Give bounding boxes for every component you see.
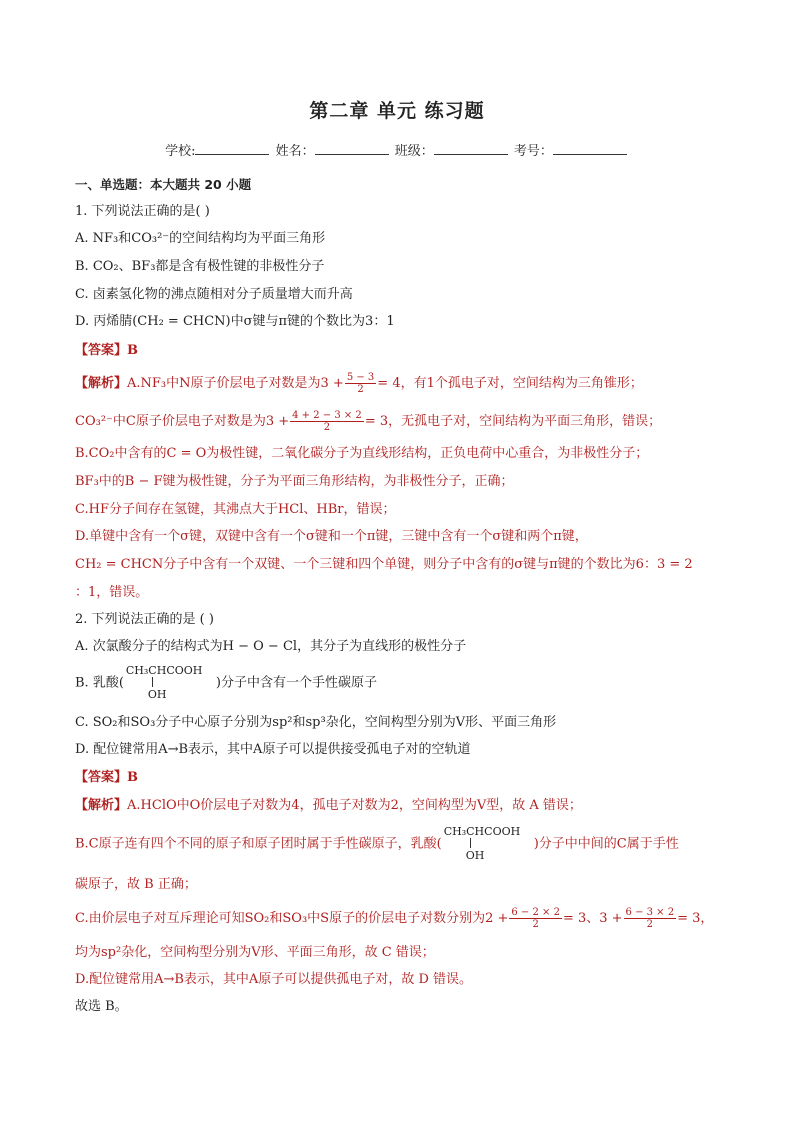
q2-option-b <box>75 664 377 702</box>
fraction-denominator: 2 <box>323 422 331 433</box>
q2-option-b-suffix: )分子中含有一个手性碳原子 <box>215 675 377 691</box>
q1-analysis-label: 【解析】 <box>75 376 128 391</box>
q1-analysis-line-1 <box>75 372 643 395</box>
q1-analysis-line-6: D.单键中含有一个σ键，双键中含有一个σ键和一个π键，三键中含有一个σ键和两个π键， <box>75 529 588 544</box>
structure-bond-line <box>152 677 153 687</box>
q2-answer: 【答案】B <box>75 770 138 785</box>
lactic-acid-structure <box>124 664 216 702</box>
fraction-numerator: 6 − 3 × 2 <box>625 907 675 918</box>
q1-option-b: B. CO₂、BF₃都是含有极性键的非极性分子 <box>75 259 325 274</box>
q1-exp2-part-b: = 3，无孤电子对，空间结构为平面三角形，错误； <box>364 414 662 429</box>
school-label: 学校: <box>165 144 196 159</box>
q2-exp2-suffix: )分子中中间的C属于手性 <box>533 836 679 852</box>
lactic-acid-structure-2 <box>442 825 534 863</box>
q1-option-a: A. NF₃和CO₃²⁻的空间结构均为平面三角形 <box>75 231 326 246</box>
q2-analysis-line-3: 碳原子，故 B 正确； <box>75 877 197 892</box>
q2-option-b-prefix: B. 乳酸( <box>75 675 124 691</box>
q1-stem: 1. 下列说法正确的是( ) <box>75 204 210 219</box>
fraction-denominator: 2 <box>357 384 364 395</box>
q2-exp4-part-c: = 3， <box>677 911 714 926</box>
q1-exp1-part-b: = 4，有1个孤电子对，空间结构为三角锥形； <box>377 376 643 391</box>
q2-exp4-fraction-1 <box>509 907 562 930</box>
name-blank[interactable] <box>315 142 389 155</box>
q1-analysis-line-2 <box>75 410 661 433</box>
structure-oh-group: OH <box>147 688 167 701</box>
q1-exp1-fraction <box>345 372 376 395</box>
q2-analysis-line-1 <box>75 797 582 815</box>
q2-conclusion: 故选 B。 <box>75 999 128 1014</box>
q2-option-a: A. 次氯酸分子的结构式为H − O − Cl，其分子为直线形的极性分子 <box>75 639 467 654</box>
school-blank[interactable] <box>195 142 269 155</box>
fraction-numerator: 4 + 2 − 3 × 2 <box>292 410 362 421</box>
q2-analysis-label: 【解析】 <box>75 798 128 813</box>
q1-answer: 【答案】B <box>75 343 138 358</box>
q1-option-d: D. 丙烯腈(CH₂ = CHCN)中σ键与π键的个数比为3：1 <box>75 314 395 329</box>
q1-analysis-line-3: B.CO₂中含有的C = O为极性键，二氧化碳分子为直线形结构，正负电荷中心重合，为非极性分子； <box>75 446 649 461</box>
q1-analysis-line-5: C.HF分子间存在氢键，其沸点大于HCl、HBr，错误； <box>75 502 396 517</box>
q1-option-c: C. 卤素氢化物的沸点随相对分子质量增大而升高 <box>75 287 353 302</box>
q2-exp4-fraction-2 <box>624 907 677 930</box>
q1-analysis-line-7: CH₂ = CHCN分子中含有一个双键、一个三键和四个单键，则分子中含有的σ键与π键的个数比为6：3 = 2 <box>75 557 693 572</box>
fraction-numerator: 5 − 3 <box>346 372 375 383</box>
structure-bond-line <box>470 838 471 848</box>
exam-no-label: 考号： <box>513 144 553 159</box>
q2-analysis-line-4 <box>75 907 713 930</box>
q2-analysis-line-2 <box>75 825 679 863</box>
q2-analysis-line-5: 均为sp²杂化，空间构型分别为V形、平面三角形，故 C 错误； <box>75 945 435 960</box>
class-label: 班级： <box>394 144 434 159</box>
q2-analysis-line-6: D.配位键常用A→B表示，其中A原子可以提供孤电子对，故 D 错误。 <box>75 972 473 987</box>
fraction-denominator: 2 <box>646 919 653 930</box>
q2-exp2-prefix: B.C原子连有四个不同的原子和原子团时属于手性碳原子，乳酸( <box>75 836 442 852</box>
fraction-numerator: 6 − 2 × 2 <box>511 907 560 918</box>
fraction-denominator: 2 <box>532 919 539 930</box>
q1-analysis-line-8: ：1，错误。 <box>75 585 149 600</box>
q2-exp1-text: A.HClO中O价层电子对数为4，孤电子对数为2，空间构型为V型，故 A 错误； <box>127 798 582 813</box>
q2-option-d: D. 配位键常用A→B表示，其中A原子可以提供接受孤电子对的空轨道 <box>75 742 471 757</box>
q2-option-c: C. SO₂和SO₃分子中心原子分别为sp²和sp³杂化，空间构型分别为V形、平面三角形 <box>75 715 557 730</box>
student-info-line <box>0 140 794 159</box>
q1-exp2-part-a: CO₃²⁻中C原子价层电子对数是为3 + <box>75 414 290 429</box>
q2-exp4-part-a: C.由价层电子对互斥理论可知SO₂和SO₃中S原子的价层电子对数分别为2 + <box>75 911 509 926</box>
q2-stem: 2. 下列说法正确的是 ( ) <box>75 612 214 627</box>
class-blank[interactable] <box>434 142 508 155</box>
page-title: 第二章 单元 练习题 <box>309 100 485 122</box>
q2-exp4-part-b: = 3、3 + <box>562 911 623 926</box>
exam-no-blank[interactable] <box>553 142 627 155</box>
structure-oh-group: OH <box>465 849 485 862</box>
q1-exp1-part-a: A.NF₃中N原子价层电子对数是为3 + <box>127 376 344 391</box>
q1-analysis-line-4: BF₃中的B − F键为极性键，分子为平面三角形结构，为非极性分子，正确； <box>75 474 514 489</box>
structure-main-chain: CH₃CHCOOH <box>125 664 203 677</box>
q1-exp2-fraction <box>290 410 364 433</box>
section-heading: 一、单选题：本大题共 20 小题 <box>75 177 252 192</box>
structure-main-chain: CH₃CHCOOH <box>443 825 521 838</box>
name-label: 姓名： <box>275 144 315 159</box>
